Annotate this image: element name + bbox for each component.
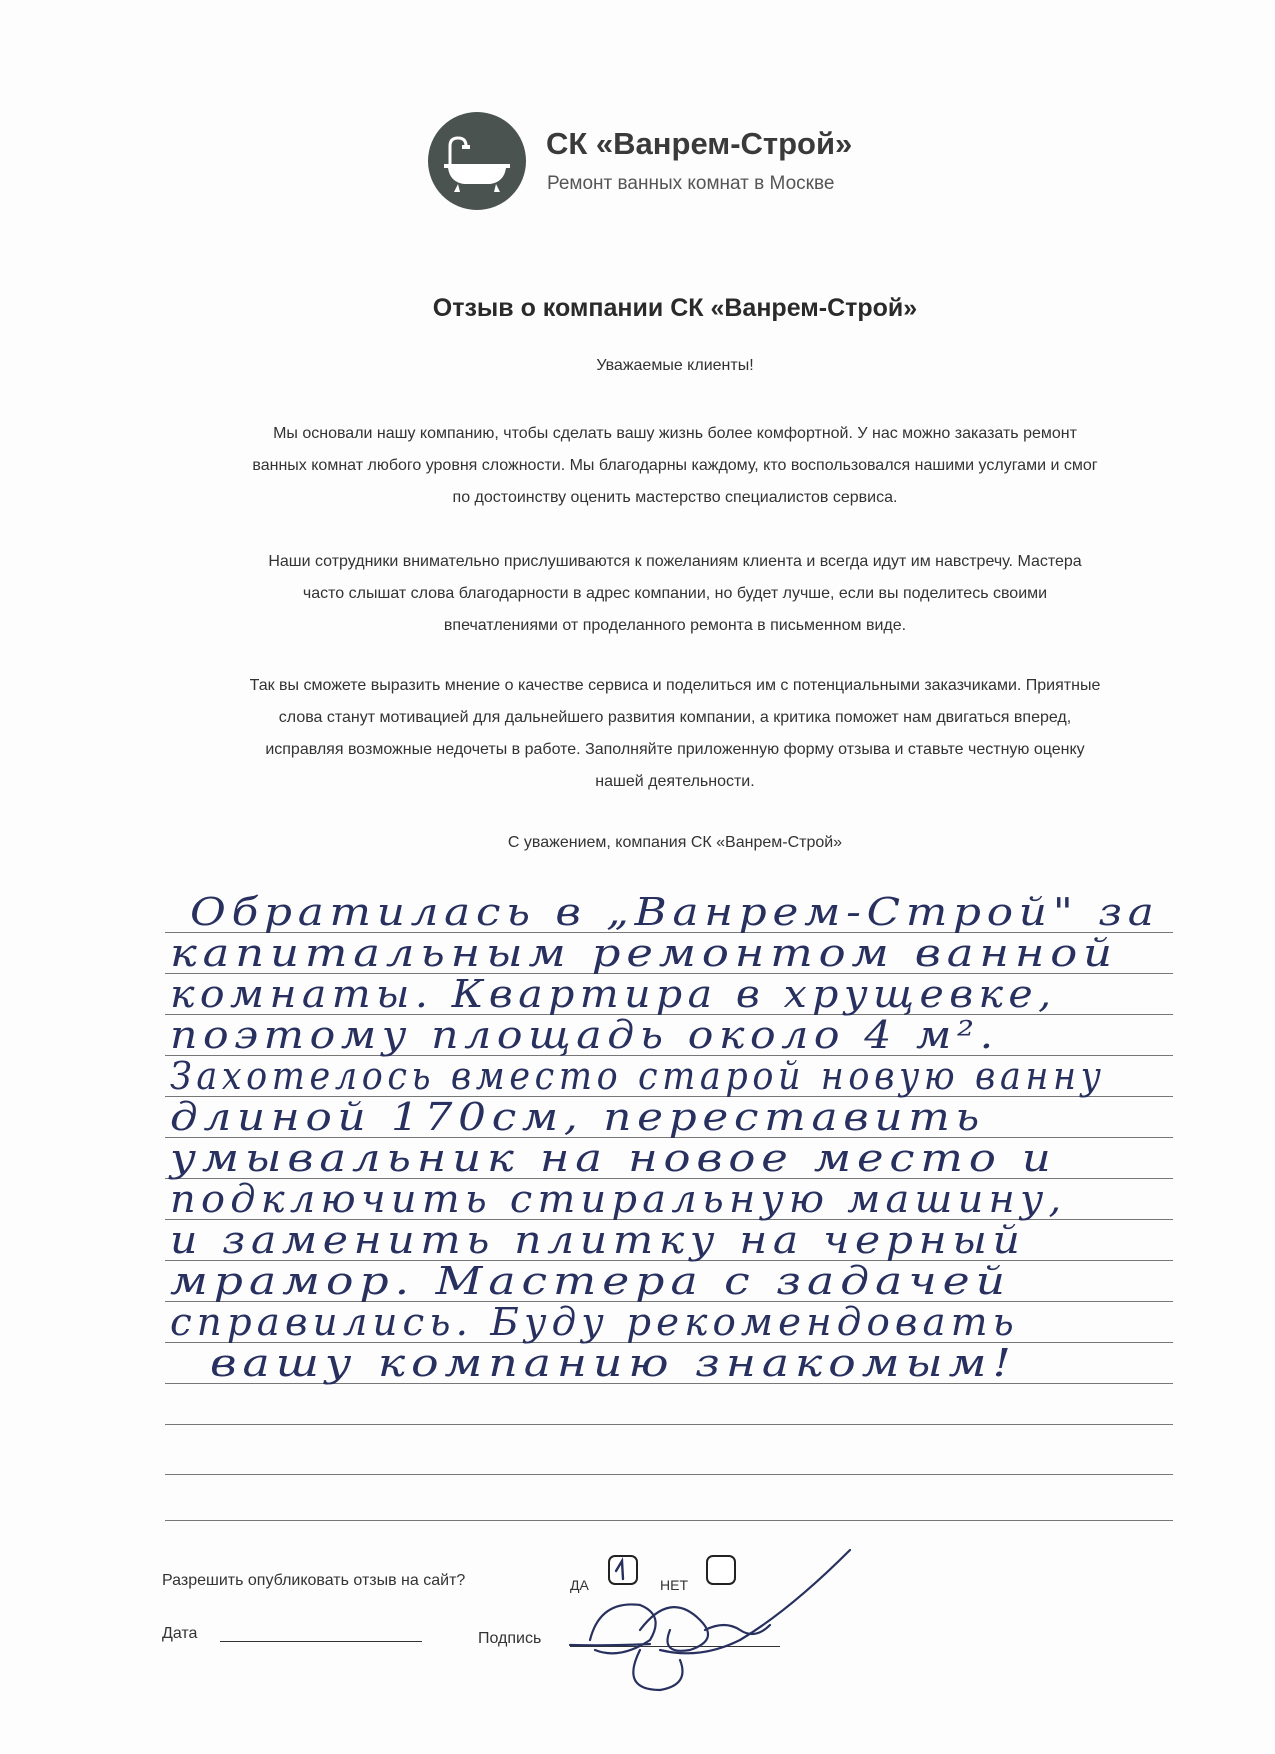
review-line: комнаты. Квартира в хрущевке, [170,972,1057,1016]
review-line: Захотелось вместо старой новую ванну [170,1054,1106,1098]
review-line: мрамор. Мастера с задачей [170,1259,1012,1303]
document-title: Отзыв о компании СК «Ванрем-Строй» [432,294,918,322]
date-label: Дата [162,1625,198,1642]
company-tagline: Ремонт ванных комнат в Москве [547,173,835,194]
publish-question: Разрешить опубликовать отзыв на сайт? [162,1572,466,1589]
review-line: длиной 170см, переставить [170,1095,986,1139]
paragraph-line: впечатлениями от проделанного ремонта в письменном виде. [443,617,907,634]
review-line: и заменить плитку на черный [170,1218,1026,1262]
review-line: умывальник на новое место и [170,1136,1057,1180]
paragraph-line: часто слышат слова благодарности в адрес компании, но будет лучше, если вы поделитесь своими [302,585,1048,602]
yes-label: ДА [570,1577,589,1593]
signoff: С уважением, компания СК «Ванрем-Строй» [507,834,843,851]
signature-label: Подпись [478,1630,542,1647]
paragraph-line: Наши сотрудники внимательно прислушиваются к пожеланиям клиента и всегда идут им навстречу. Мастера [268,553,1082,570]
paragraph-line: нашей деятельности. [595,773,755,790]
review-line: подключить стиральную машину, [170,1177,1067,1221]
review-line: Обратилась в „Ванрем-Строй" за [190,890,1160,934]
review-line: справились. Буду рекомендовать [170,1300,1019,1344]
company-name: СК «Ванрем-Строй» [546,126,853,161]
greeting: Уважаемые клиенты! [596,357,754,374]
paragraph-line: слова станут мотивацией для дальнейшего развития компании, а критика поможет нам двигаться вперед, [278,709,1072,726]
paragraph-line: исправляя возможные недочеты в работе. Заполняйте приложенную форму отзыва и ставьте честную оценку [265,741,1085,758]
review-line: капитальным ремонтом ванной [170,931,1118,975]
paragraph-line: по достоинству оценить мастерство специалистов сервиса. [452,489,898,506]
paragraph-line: Мы основали нашу компанию, чтобы сделать вашу жизнь более комфортной. У нас можно заказать ремонт [273,425,1077,442]
paragraph-line: ванных комнат любого уровня сложности. Мы благодарны каждому, кто воспользовался нашими услугами и смог [252,457,1098,474]
review-line: поэтому площадь около 4 м². [170,1013,999,1057]
no-label: НЕТ [660,1577,688,1593]
review-line: вашу компанию знакомым! [210,1341,1017,1385]
paragraph-line: Так вы сможете выразить мнение о качестве сервиса и поделиться им с потенциальными заказчиками. Приятные [249,677,1101,694]
